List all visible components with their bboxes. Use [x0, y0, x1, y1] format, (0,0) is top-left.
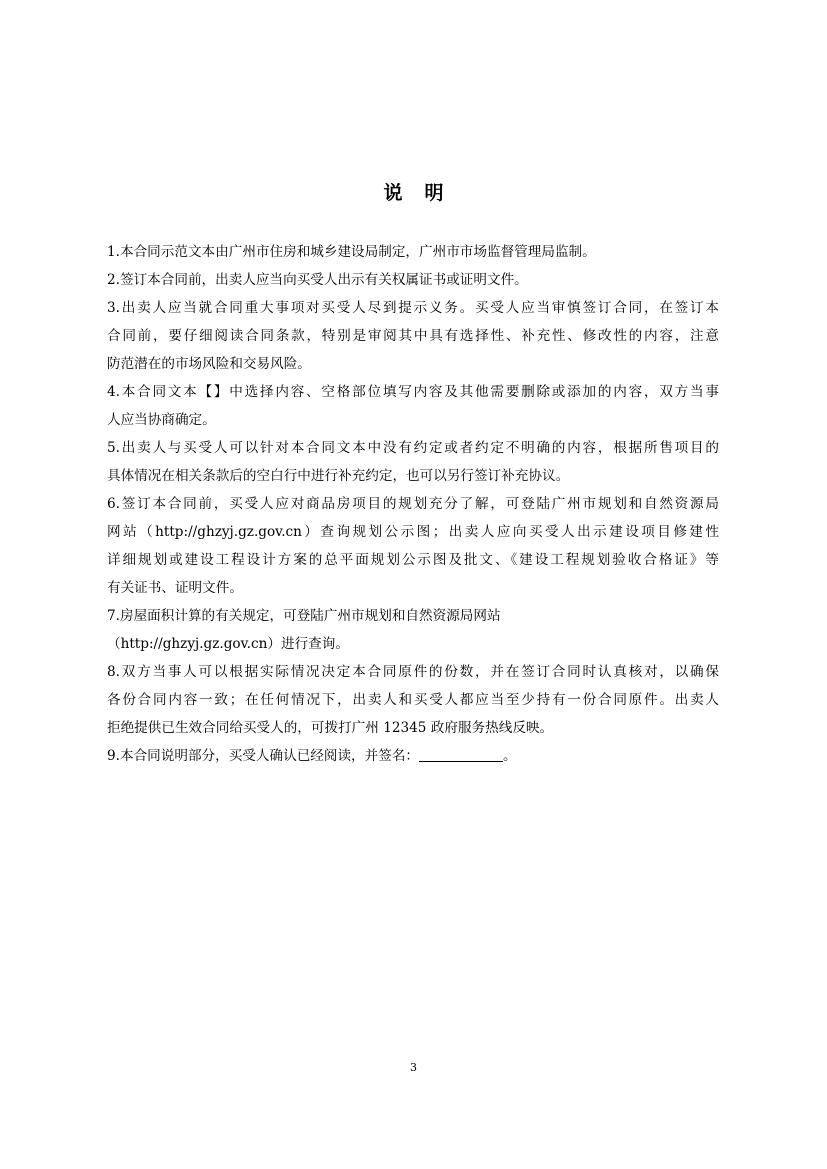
item-2-line-1: 2.签订本合同前，出卖人应当向买受人出示有关权属证书或证明文件。 [107, 272, 528, 288]
item-8-line-1: 8.双方当事人可以根据实际情况决定本合同原件的份数，并在签订合同时认真核对，以确保 [107, 664, 719, 680]
item-6-line-4: 有关证书、证明文件。 [107, 580, 243, 596]
item-6-line-2: 网站（http://ghzyj.gz.gov.cn）查询规划公示图；出卖人应向买受人出示建设项目修建性 [107, 524, 719, 540]
title-char-2: 明 [424, 182, 444, 204]
item-8-line-2: 各份合同内容一致；在任何情况下，出卖人和买受人都应当至少持有一份合同原件。出卖人 [107, 692, 719, 708]
item-6-line-3: 详细规划或建设工程设计方案的总平面规划公示图及批文、《建设工程规划验收合格证》等 [107, 552, 719, 568]
item-7-line-2: （http://ghzyj.gz.gov.cn）进行查询。 [107, 636, 349, 652]
item-7-line-1: 7.房屋面积计算的有关规定，可登陆广州市规划和自然资源局网站 [107, 608, 501, 624]
item-4-line-1: 4.本合同文本【】中选择内容、空格部位填写内容及其他需要删除或添加的内容，双方当事 [107, 384, 719, 400]
item-3-line-1: 3.出卖人应当就合同重大事项对买受人尽到提示义务。买受人应当审慎签订合同，在签订本 [107, 300, 719, 316]
item-3-line-2: 合同前，要仔细阅读合同条款，特别是审阅其中具有选择性、补充性、修改性的内容，注意 [107, 328, 719, 344]
item-5-line-2: 具体情况在相关条款后的空白行中进行补充约定，也可以另行签订补充协议。 [107, 468, 570, 484]
item-4-line-2: 人应当协商确定。 [107, 412, 216, 428]
item-9-line-1 [107, 742, 719, 770]
item-8-line-3: 拒绝提供已生效合同给买受人的，可拨打广州 12345 政府服务热线反映。 [107, 720, 554, 736]
item-9-end-punctuation: 。 [503, 748, 517, 764]
signature-blank[interactable] [419, 747, 503, 762]
page-number: 3 [410, 1061, 417, 1074]
item-9-text: 9.本合同说明部分，买受人确认已经阅读，并签名： [107, 748, 420, 764]
item-5-line-1: 5.出卖人与买受人可以针对本合同文本中没有约定或者约定不明确的内容，根据所售项目的 [107, 440, 719, 456]
title-char-1: 说 [383, 182, 403, 204]
page-title [0, 178, 827, 205]
item-1-line-1: 1.本合同示范文本由广州市住房和城乡建设局制定，广州市市场监督管理局监制。 [107, 244, 596, 260]
item-6-line-1: 6.签订本合同前，买受人应对商品房项目的规划充分了解，可登陆广州市规划和自然资源局 [107, 496, 719, 512]
instructions-body [107, 238, 719, 770]
item-3-line-3: 防范潜在的市场风险和交易风险。 [107, 356, 311, 372]
